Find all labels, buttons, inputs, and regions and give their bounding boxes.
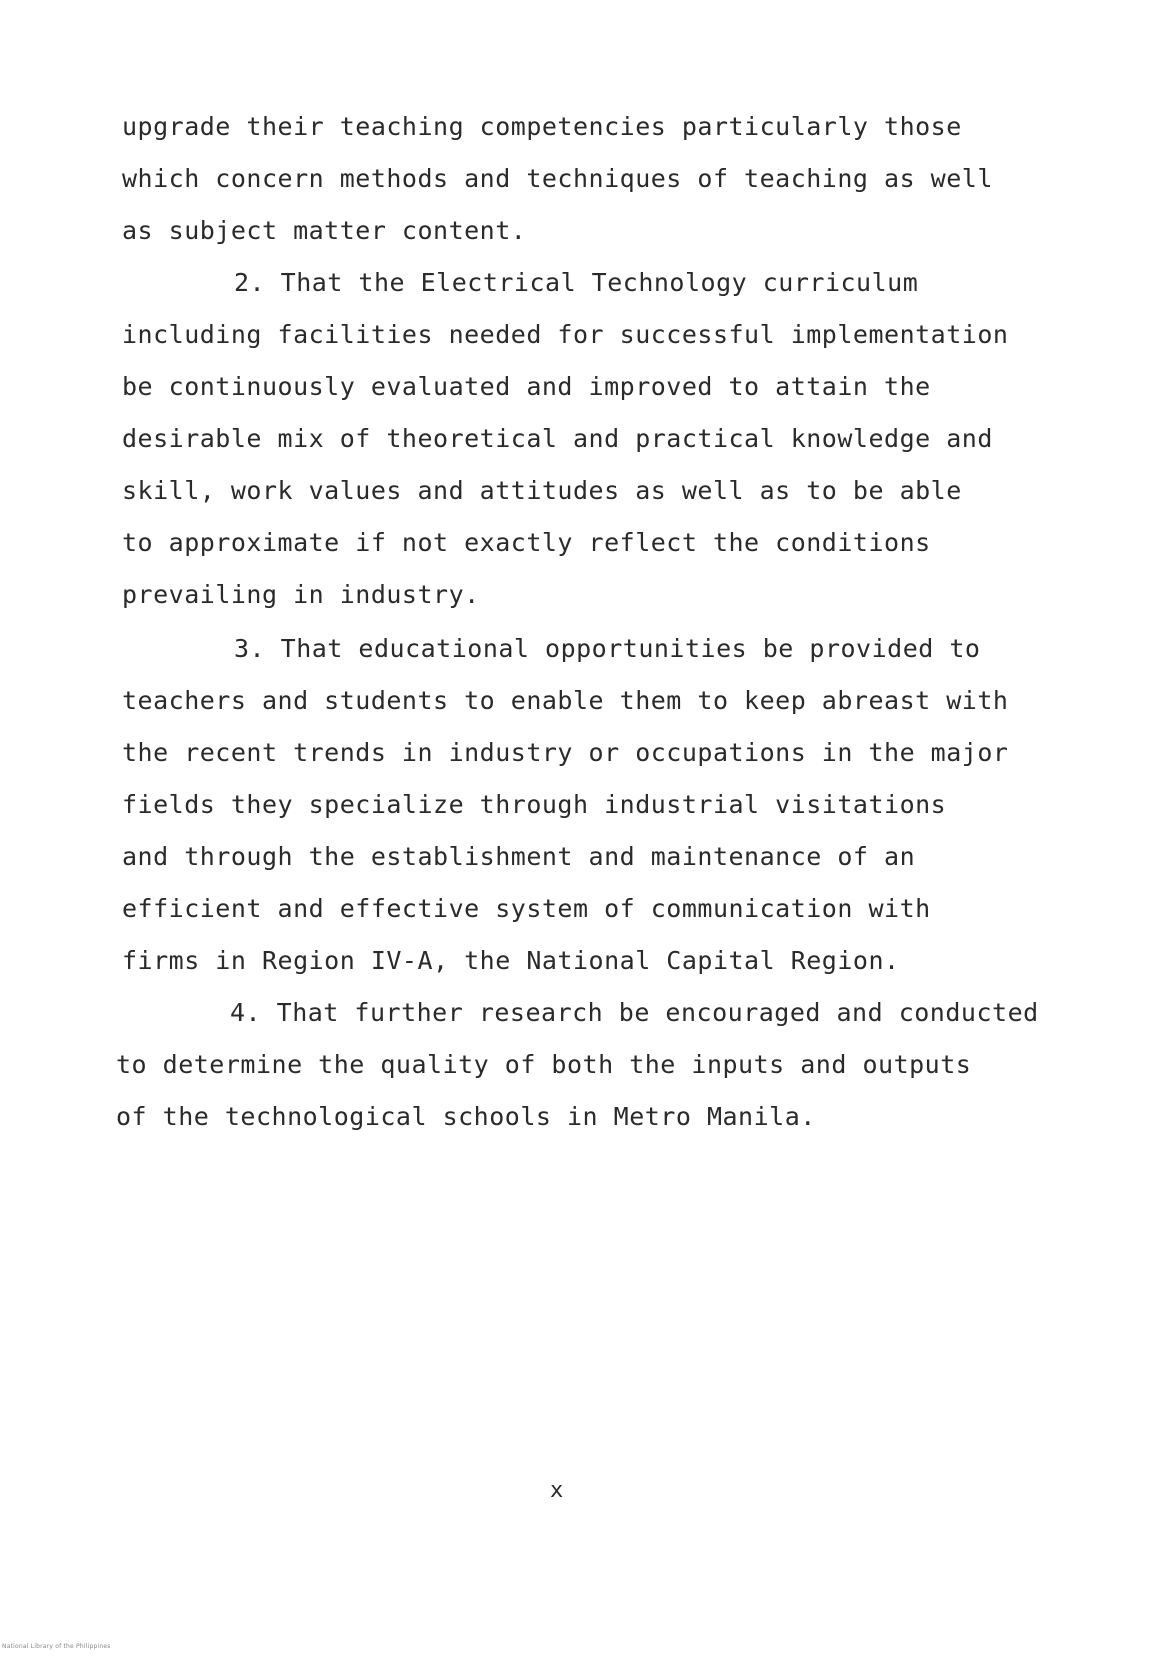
page-number: x bbox=[550, 1478, 564, 1503]
text-line: including facilities needed for successful implementation bbox=[122, 320, 1009, 349]
paragraph-start-line: 4. That further research be encouraged and conducted bbox=[230, 998, 1039, 1027]
paragraph-start-line: 3. That educational opportunities be provided to bbox=[234, 634, 981, 663]
text-line: fields they specialize through industrial visitations bbox=[122, 790, 947, 819]
paragraph-start-line: 2. That the Electrical Technology curriculum bbox=[234, 268, 919, 297]
text-line: as subject matter content. bbox=[122, 216, 527, 245]
text-line: prevailing in industry. bbox=[122, 580, 480, 609]
text-line: the recent trends in industry or occupations in the major bbox=[122, 738, 1009, 767]
text-line: firms in Region IV-A, the National Capital Region. bbox=[122, 946, 900, 975]
text-line: which concern methods and techniques of teaching as well bbox=[122, 164, 993, 193]
text-line: skill, work values and attitudes as well as to be able bbox=[122, 476, 962, 505]
text-line: upgrade their teaching competencies particularly those bbox=[122, 112, 962, 141]
text-line: of the technological schools in Metro Manila. bbox=[116, 1102, 816, 1131]
footer-stamp: National Library of the Philippines bbox=[2, 1643, 111, 1650]
text-line: teachers and students to enable them to keep abreast with bbox=[122, 686, 1009, 715]
text-line: to approximate if not exactly reflect the conditions bbox=[122, 528, 931, 557]
text-line: and through the establishment and maintenance of an bbox=[122, 842, 916, 871]
text-line: to determine the quality of both the inputs and outputs bbox=[116, 1050, 972, 1079]
text-line: desirable mix of theoretical and practical knowledge and bbox=[122, 424, 993, 453]
text-line: be continuously evaluated and improved to attain the bbox=[122, 372, 931, 401]
text-line: efficient and effective system of communication with bbox=[122, 894, 931, 923]
